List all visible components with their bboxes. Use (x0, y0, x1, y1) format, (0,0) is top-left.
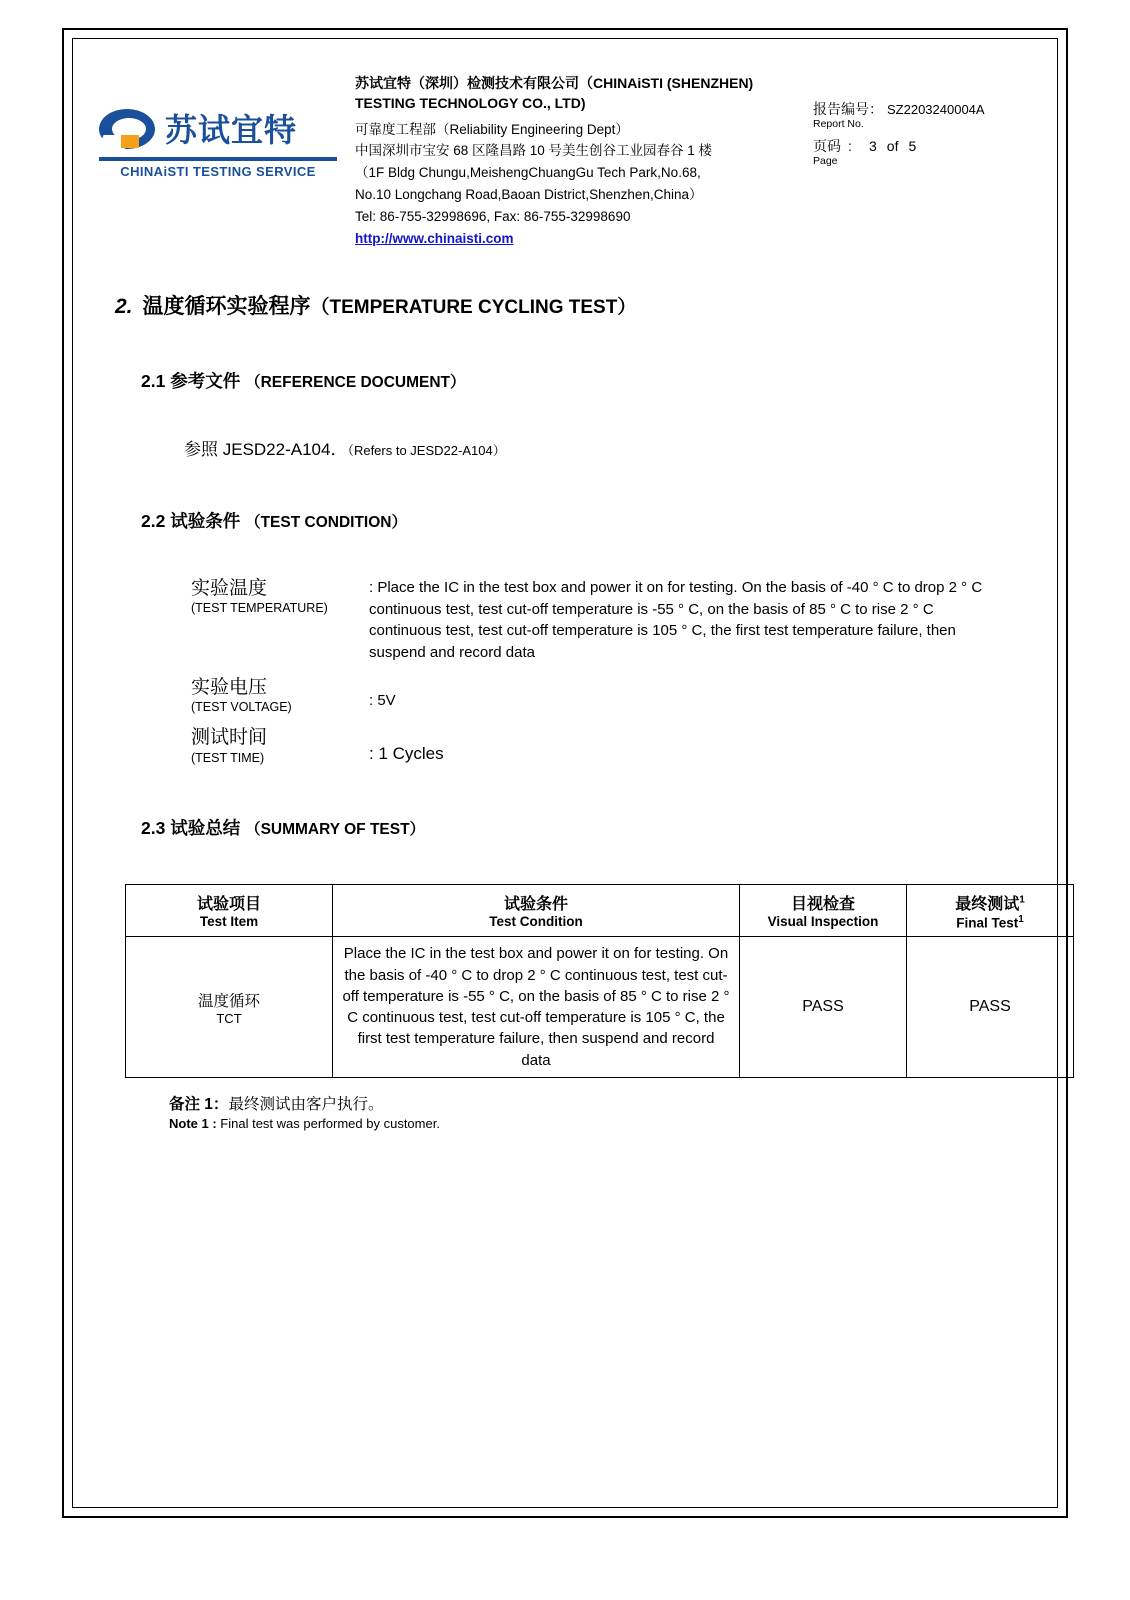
test-voltage-label-cn: 实验电压 (191, 676, 268, 698)
report-info-block (803, 73, 1031, 173)
address-line-1: 可靠度工程部（Reliability Engineering Dept） (355, 121, 629, 137)
address-line-4: No.10 Longchang Road,Baoan District,Shenzhen,China） (355, 187, 703, 203)
header-final-test-en-text: Final Test (956, 915, 1019, 931)
test-time-value: : 1 Cycles (369, 744, 444, 764)
page-current: 3 (869, 138, 877, 154)
report-number-label-en: Report No. (813, 118, 864, 130)
footnote-cn-label: 备注 1： (169, 1095, 229, 1113)
header-test-condition (333, 884, 740, 937)
table-footnote (169, 1092, 1031, 1131)
test-time-label (191, 726, 369, 767)
company-title: 苏试宜特（深圳）检测技术有限公司（CHINAiSTI (SHENZHEN) TESTING TECHNOLOGY CO., LTD) (355, 75, 754, 112)
subsection-2-2-heading-en: （TEST CONDITION） (245, 513, 407, 531)
document-header (99, 73, 1031, 256)
header-test-condition-cn: 试验条件 (503, 896, 568, 914)
address-line-3: （1F Bldg Chungu,MeishengChuangGu Tech Park,No.68, (355, 165, 701, 181)
summary-table-wrapper (125, 884, 1025, 1078)
page-label-cn: 页码 (813, 138, 841, 154)
header-final-test-cn (915, 891, 1065, 914)
footnote-en-body: Final test was performed by customer. (220, 1115, 440, 1131)
test-condition-row-voltage (191, 676, 1031, 716)
page-of-label: of (886, 138, 899, 154)
cell-visual-inspection: PASS (740, 937, 907, 1078)
header-test-condition-en: Test Condition (489, 914, 583, 930)
page-inner-border (72, 38, 1058, 1508)
header-final-test-sup-cn: 1 (1019, 894, 1025, 906)
logo-divider (99, 157, 337, 161)
test-voltage-value: : 5V (369, 691, 396, 709)
document-page (62, 28, 1068, 1518)
cell-test-condition: Place the IC in the test box and power it on for testing. On the basis of -40 ° C to drop 2 ° C continuous test, test cut-off temperature is -55 ° C, on the basis of 85 ° C to rise 2 ° C continuous test, test cut-off temperature is 105 ° C, the first test temperature failure, then suspend and record data (333, 937, 740, 1078)
header-visual-inspection-en: Visual Inspection (767, 914, 879, 930)
test-temperature-label-cn: 实验温度 (191, 577, 268, 599)
report-number-label-cn: 报告编号： (813, 101, 883, 117)
cell-test-item-cn: 温度循环 (197, 992, 260, 1010)
logo-row (99, 107, 349, 153)
test-condition-list (191, 577, 1031, 767)
header-test-item-en: Test Item (199, 914, 259, 930)
test-voltage-label-en: (TEST VOLTAGE) (191, 700, 292, 715)
test-time-label-en: (TEST TIME) (191, 750, 265, 765)
header-final-test-cn-text: 最终测试 (955, 895, 1020, 913)
footnote-cn-body: 最终测试由客户执行。 (228, 1095, 384, 1113)
test-temperature-label (191, 577, 369, 664)
header-final-test (907, 884, 1074, 937)
report-number-value: SZ2203240004A (887, 102, 985, 117)
logo-chinese-name: 苏试宜特 (165, 112, 298, 148)
subsection-2-1-heading-cn: 2.1 参考文件 (141, 370, 241, 391)
test-voltage-label (191, 676, 369, 716)
test-condition-row-temperature (191, 577, 1031, 664)
page-separator: : (848, 138, 852, 154)
header-final-test-en (915, 914, 1065, 931)
header-final-test-sup-en: 1 (1018, 913, 1024, 925)
table-header-row (126, 884, 1074, 937)
page-number-row (813, 136, 1031, 156)
cell-test-item-en: TCT (216, 1010, 242, 1026)
logo-english-name: CHINAiSTI TESTING SERVICE (120, 164, 316, 179)
section-number: 2. (115, 294, 133, 318)
header-visual-inspection-cn: 目视检查 (790, 896, 855, 914)
subsection-2-2-heading-cn: 2.2 试验条件 (141, 510, 241, 531)
footnote-en (169, 1116, 1031, 1131)
reference-document-en: （Refers to JESD22-A104） (347, 442, 506, 458)
table-row (126, 937, 1074, 1078)
company-logo (99, 73, 349, 179)
company-website-link[interactable]: http://www.chinaisti.com (355, 230, 514, 246)
cell-final-test: PASS (907, 937, 1074, 1078)
report-number-row (813, 99, 1031, 119)
header-test-item (126, 884, 333, 937)
address-line-2: 中国深圳市宝安 68 区隆昌路 10 号美生创谷工业园春谷 1 楼 (355, 143, 713, 159)
subsection-2-3-heading-cn: 2.3 试验总结 (141, 817, 241, 838)
summary-of-test-table (125, 884, 1074, 1078)
subsection-2-1-heading-en: （REFERENCE DOCUMENT） (245, 373, 466, 391)
cell-test-item (126, 937, 333, 1078)
subsection-2-3-heading-en: （SUMMARY OF TEST） (245, 820, 426, 838)
page-total: 5 (908, 138, 917, 154)
test-condition-row-time (191, 726, 1031, 767)
subsection-2-2-heading (141, 508, 1031, 533)
test-time-label-cn: 测试时间 (191, 727, 268, 749)
header-visual-inspection (740, 884, 907, 937)
section-title (115, 290, 1031, 320)
reference-document-text (184, 435, 1031, 460)
section-title-cn: 温度循环实验程序 (142, 294, 311, 318)
header-test-item-cn: 试验项目 (196, 896, 261, 914)
footnote-en-label: Note 1 : (169, 1115, 217, 1131)
swirl-logo-icon (99, 107, 161, 153)
reference-document-cn: 参照 JESD22-A104． (184, 439, 348, 459)
contact-line: Tel: 86-755-32998696, Fax: 86-755-32998690 (355, 209, 631, 225)
page-content (73, 39, 1057, 1507)
company-address-block (349, 73, 803, 250)
section-title-en: （TEMPERATURE CYCLING TEST） (310, 296, 637, 318)
page-label-en: Page (813, 155, 838, 167)
test-temperature-value: : Place the IC in the test box and power it on for testing. On the basis of -40 ° C to drop 2 ° C continuous test, test cut-off temperature is -55 ° C, on the basis of 85 ° C to rise 2 ° C continuous test, test cut-off temperature is 105 ° C, the first test temperature failure, then suspend and record data (369, 578, 983, 661)
subsection-2-3-heading (141, 815, 1031, 840)
footnote-cn (169, 1092, 1031, 1114)
test-temperature-label-en: (TEST TEMPERATURE) (191, 601, 328, 616)
subsection-2-1-heading (141, 368, 1031, 393)
